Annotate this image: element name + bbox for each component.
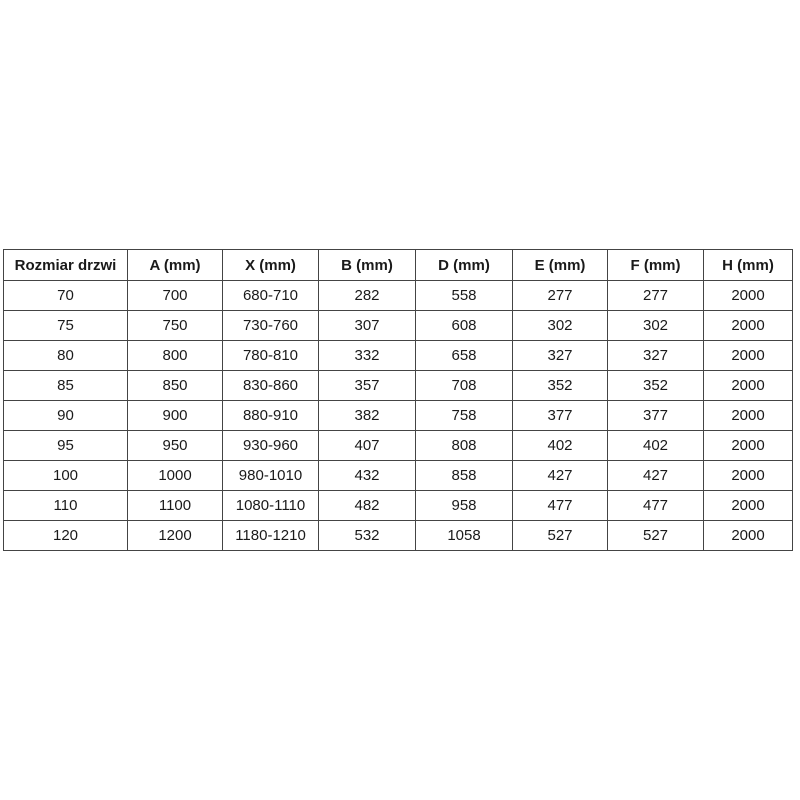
table-cell: 850 — [128, 371, 223, 401]
table-cell: 1058 — [416, 521, 513, 551]
table-cell: 980-1010 — [223, 461, 319, 491]
table-cell: 527 — [608, 521, 704, 551]
column-header: H (mm) — [704, 250, 793, 281]
table-cell: 680-710 — [223, 281, 319, 311]
table-cell: 377 — [513, 401, 608, 431]
table-cell: 95 — [4, 431, 128, 461]
table-cell: 277 — [513, 281, 608, 311]
column-header: X (mm) — [223, 250, 319, 281]
table-row — [4, 281, 793, 311]
table-cell: 730-760 — [223, 311, 319, 341]
table-cell: 327 — [513, 341, 608, 371]
table-cell: 958 — [416, 491, 513, 521]
door-sizes-table — [3, 249, 793, 551]
table-cell: 2000 — [704, 431, 793, 461]
table-cell: 482 — [319, 491, 416, 521]
table-cell: 332 — [319, 341, 416, 371]
table-row — [4, 461, 793, 491]
table-row — [4, 431, 793, 461]
table-cell: 780-810 — [223, 341, 319, 371]
table-cell: 1200 — [128, 521, 223, 551]
table-cell: 532 — [319, 521, 416, 551]
table-cell: 2000 — [704, 491, 793, 521]
table-cell: 70 — [4, 281, 128, 311]
table-cell: 352 — [608, 371, 704, 401]
table-cell: 758 — [416, 401, 513, 431]
table-cell: 900 — [128, 401, 223, 431]
table-cell: 277 — [608, 281, 704, 311]
table-cell: 1000 — [128, 461, 223, 491]
table-cell: 377 — [608, 401, 704, 431]
table-cell: 432 — [319, 461, 416, 491]
table-cell: 302 — [608, 311, 704, 341]
table-cell: 930-960 — [223, 431, 319, 461]
table-cell: 880-910 — [223, 401, 319, 431]
table-cell: 1180-1210 — [223, 521, 319, 551]
table-cell: 2000 — [704, 311, 793, 341]
table-cell: 2000 — [704, 521, 793, 551]
table-cell: 2000 — [704, 281, 793, 311]
table-cell: 527 — [513, 521, 608, 551]
table-cell: 100 — [4, 461, 128, 491]
table-cell: 407 — [319, 431, 416, 461]
table-cell: 382 — [319, 401, 416, 431]
table-cell: 302 — [513, 311, 608, 341]
table-cell: 1080-1110 — [223, 491, 319, 521]
table-cell: 282 — [319, 281, 416, 311]
table-row — [4, 491, 793, 521]
table-cell: 658 — [416, 341, 513, 371]
table-row — [4, 371, 793, 401]
table-cell: 80 — [4, 341, 128, 371]
table-cell: 357 — [319, 371, 416, 401]
column-header: Rozmiar drzwi — [4, 250, 128, 281]
table-cell: 700 — [128, 281, 223, 311]
table-cell: 307 — [319, 311, 416, 341]
column-header: B (mm) — [319, 250, 416, 281]
table-cell: 1100 — [128, 491, 223, 521]
table-cell: 2000 — [704, 401, 793, 431]
table-cell: 110 — [4, 491, 128, 521]
column-header: E (mm) — [513, 250, 608, 281]
table-cell: 402 — [513, 431, 608, 461]
table-cell: 950 — [128, 431, 223, 461]
table-cell: 2000 — [704, 371, 793, 401]
column-header: A (mm) — [128, 250, 223, 281]
table-header-row — [4, 250, 793, 281]
table-cell: 2000 — [704, 461, 793, 491]
table-cell: 85 — [4, 371, 128, 401]
table-cell: 120 — [4, 521, 128, 551]
table-cell: 402 — [608, 431, 704, 461]
table-row — [4, 311, 793, 341]
table-cell: 477 — [608, 491, 704, 521]
table-row — [4, 341, 793, 371]
table-cell: 2000 — [704, 341, 793, 371]
column-header: D (mm) — [416, 250, 513, 281]
table-cell: 75 — [4, 311, 128, 341]
table-cell: 808 — [416, 431, 513, 461]
table-row — [4, 401, 793, 431]
table-cell: 858 — [416, 461, 513, 491]
table-cell: 327 — [608, 341, 704, 371]
table-cell: 427 — [608, 461, 704, 491]
table-cell: 558 — [416, 281, 513, 311]
table-cell: 477 — [513, 491, 608, 521]
table-cell: 352 — [513, 371, 608, 401]
table-row — [4, 521, 793, 551]
table-cell: 830-860 — [223, 371, 319, 401]
table-cell: 708 — [416, 371, 513, 401]
table-cell: 750 — [128, 311, 223, 341]
table-cell: 90 — [4, 401, 128, 431]
table-cell: 427 — [513, 461, 608, 491]
table-cell: 800 — [128, 341, 223, 371]
column-header: F (mm) — [608, 250, 704, 281]
table-cell: 608 — [416, 311, 513, 341]
